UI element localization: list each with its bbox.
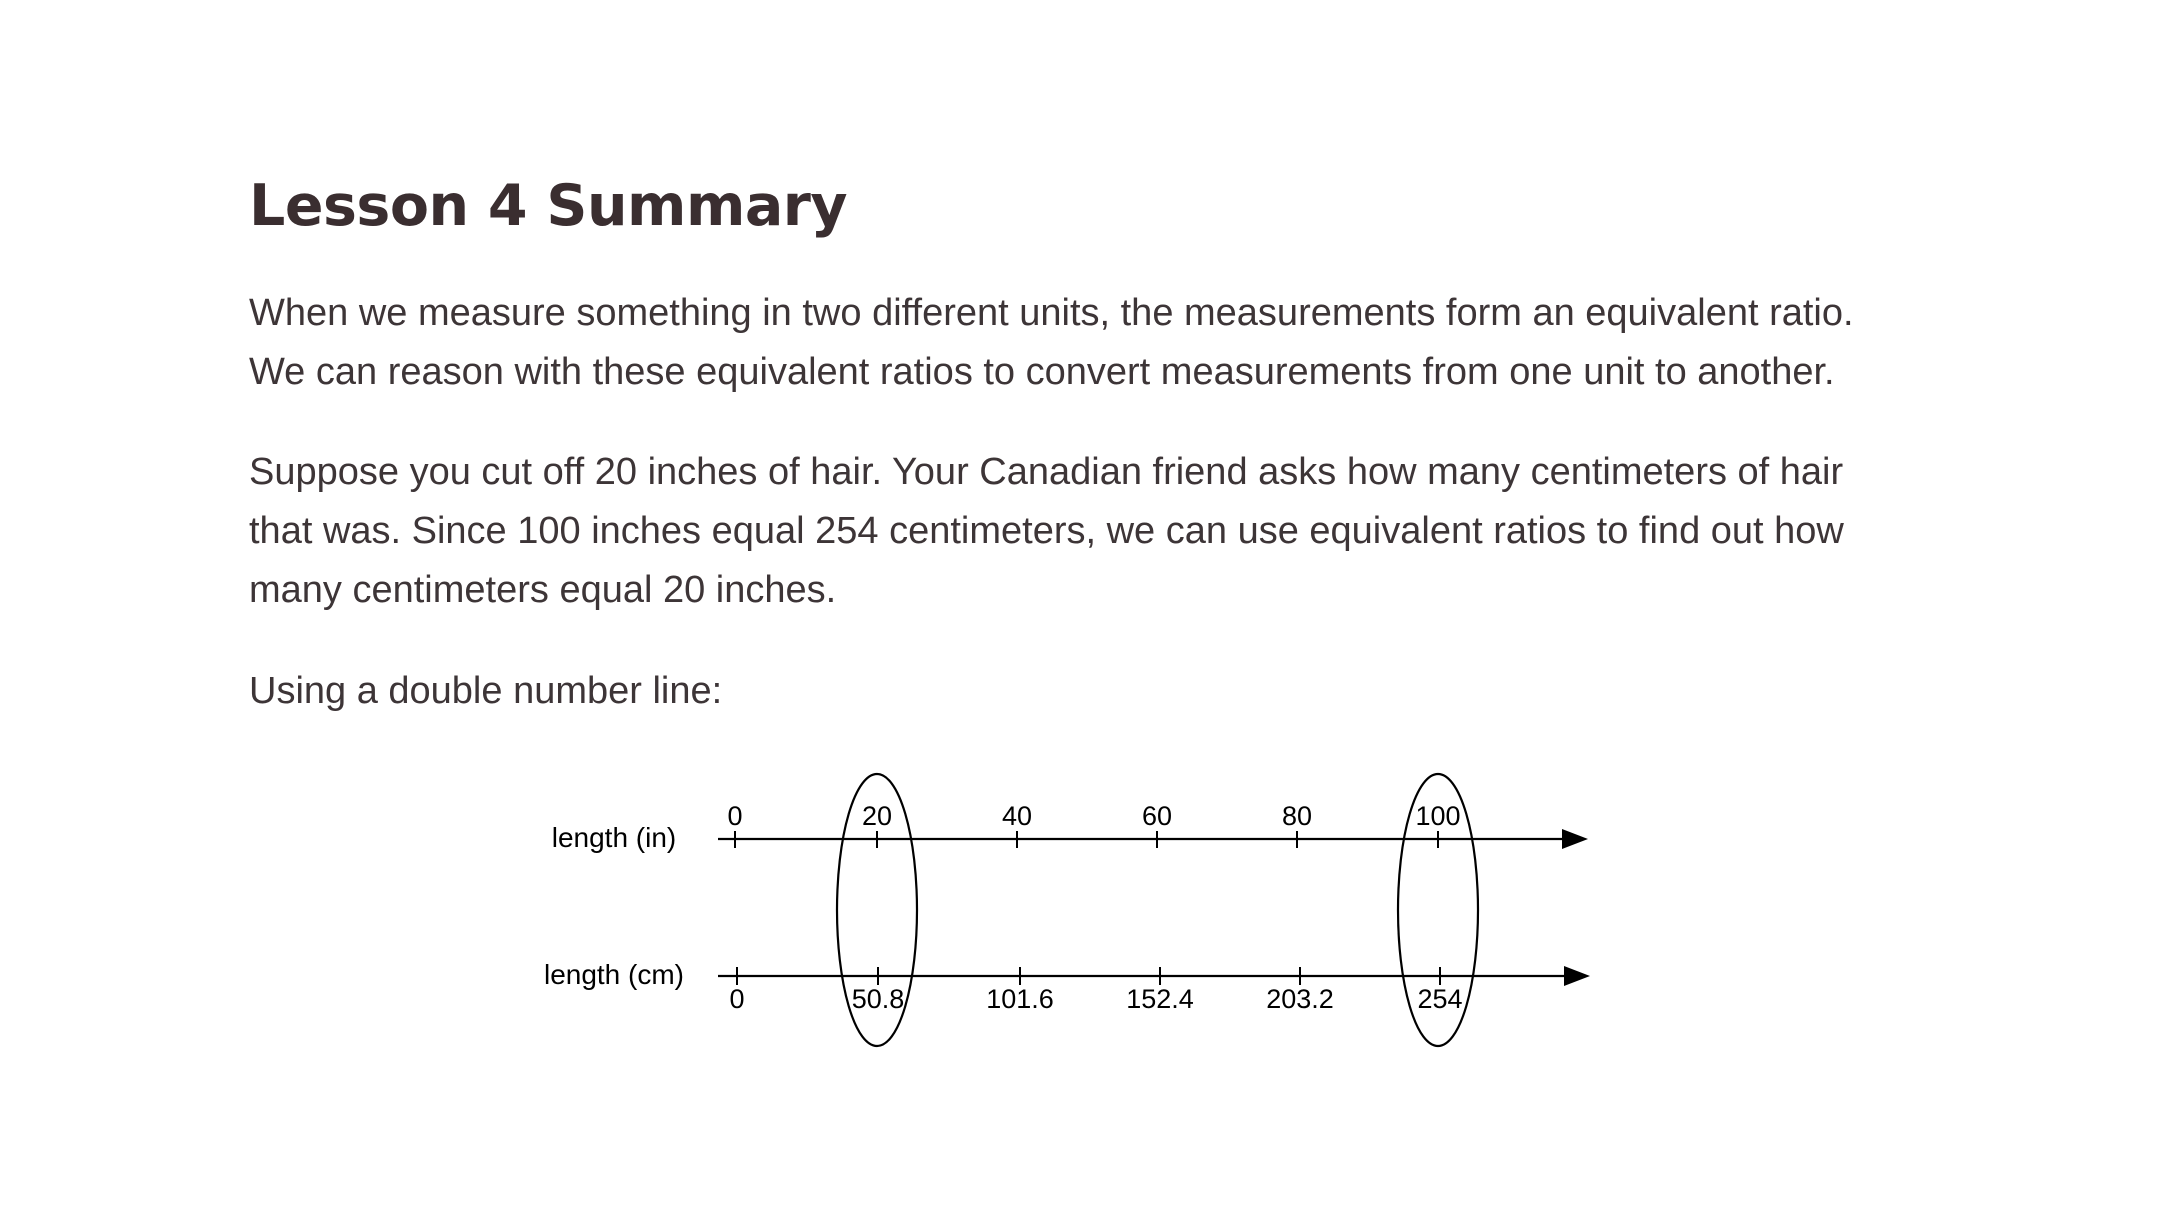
bottom-ticks (729, 967, 1462, 1014)
top-tick-label: 40 (1001, 801, 1033, 831)
top-arrowhead-icon (1562, 829, 1588, 849)
top-ticks (727, 801, 1460, 848)
paragraph-line: many centimeters equal 20 inches. (249, 569, 837, 611)
page-title: Lesson 4 Summary (249, 173, 848, 239)
paragraph-line: that was. Since 100 inches equal 254 centimeters, we can use equivalent ratios to find out how (249, 510, 1844, 552)
bottom-tick-label: 0 (729, 984, 745, 1014)
top-line-label: length (in) (551, 822, 677, 853)
top-tick-label: 60 (1141, 801, 1173, 831)
bottom-tick-label: 101.6 (986, 984, 1054, 1014)
bottom-tick-label: 152.4 (1126, 984, 1194, 1014)
top-tick-label: 20 (861, 801, 893, 831)
top-tick-label: 0 (727, 801, 743, 831)
double-number-line-intro: Using a double number line: (249, 670, 723, 712)
bottom-arrowhead-icon (1564, 966, 1590, 986)
top-tick-label: 80 (1281, 801, 1313, 831)
bottom-tick-label: 50.8 (851, 984, 905, 1014)
bottom-tick-label: 203.2 (1266, 984, 1334, 1014)
bottom-tick-label: 254 (1417, 984, 1463, 1014)
paragraph-line: When we measure something in two different units, the measurements form an equivalent ratio. (249, 292, 1854, 334)
paragraph-line: Suppose you cut off 20 inches of hair. Your Canadian friend asks how many centimeters of hair (249, 451, 1844, 493)
paragraph-line: We can reason with these equivalent ratios to convert measurements from one unit to another. (249, 351, 1835, 393)
bottom-line-label: length (cm) (543, 959, 685, 990)
top-tick-label: 100 (1415, 801, 1461, 831)
